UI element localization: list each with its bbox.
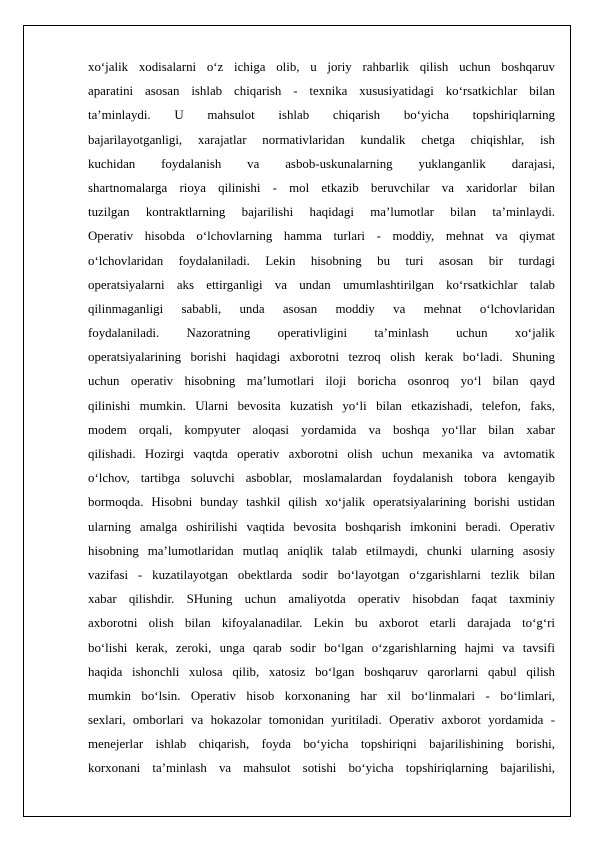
text-line: bo‘lishi kerak, zeroki, unga qarab sodir bo‘lgan o‘zgarishlarning hajmi va tavsifi — [88, 640, 555, 655]
document-body — [88, 55, 555, 781]
text-line: axborotni olish bilan kifoyalanadilar. Lekin bu axborot etarli darajada to‘g‘ri — [88, 616, 555, 631]
text-line: qilinishi mumkin. Ularni bevosita kuzatish yo‘li bilan etkazishadi, telefon, faks, — [88, 398, 555, 413]
text-line: operatsiyalarining borishi haqidagi axborotni tezroq olish kerak bo‘ladi. Shuning — [88, 350, 555, 365]
text-line: qilishadi. Hozirgi vaqtda operativ axborotni olish uchun mexanika va avtomatik — [88, 447, 555, 461]
text-line: o‘lchov, tartibga soluvchi asboblar, moslamalardan foydalanish tobora kengayib — [88, 471, 555, 486]
text-line: vazifasi - kuzatilayotgan obektlarda sodir bo‘layotgan o‘zgarishlarni tezlik bilan — [88, 567, 555, 582]
text-line: korxonani ta’minlash va mahsulot sotishi bo‘yicha topshiriqlarning bajarilishi, — [88, 761, 555, 776]
text-line: hisobning ma’lumotlaridan mutlaq aniqlik talab etilmaydi, chunki ularning asosiy — [88, 543, 555, 558]
text-line: ta’minlaydi. U mahsulot ishlab chiqarish bo‘yicha topshiriqlarning — [88, 108, 555, 123]
text-line: aparatini asosan ishlab chiqarish - texnika xususiyatidagi ko‘rsatkichlar bilan — [88, 84, 555, 99]
text-line: kuchidan foydalanish va asbob-uskunalarning yuklanganlik darajasi, — [88, 156, 555, 171]
text-line: operatsiyalarni aks ettirganligi va undan umumlashtirilgan ko‘rsatkichlar talab — [88, 277, 555, 292]
text-line: uchun operativ hisobning ma’lumotlari iloji boricha osonroq yo‘l bilan qayd — [88, 374, 555, 389]
text-line: tuzilgan kontraktlarning bajarilishi haqidagi ma’lumotlar bilan ta’minlaydi. — [88, 205, 555, 220]
text-line: xo‘jalik xodisalarni o‘z ichiga olib, u joriy rahbarlik qilish uchun boshqaruv — [88, 60, 555, 74]
text-line: o‘lchovlaridan foydalaniladi. Lekin hisobning bu turi asosan bir turdagi — [88, 253, 555, 268]
text-line: mumkin bo‘lsin. Operativ hisob korxonaning har xil bo‘linmalari - bo‘limlari, — [88, 688, 555, 703]
text-line: modem orqali, kompyuter aloqasi yordamida va boshqa yo‘llar bilan xabar — [88, 422, 555, 437]
text-line: bajarilayotganligi, xarajatlar normativlaridan kundalik chetga chiqishlar, ish — [88, 132, 555, 147]
text-line: bormoqda. Hisobni bunday tashkil qilish xo‘jalik operatsiyalarining borishi ustidan — [88, 495, 555, 510]
text-line: qilinmaganligi sababli, unda asosan moddiy va mehnat o‘lchovlaridan — [88, 301, 555, 316]
text-line: sexlari, omborlari va hokazolar tomonidan yuritiladi. Operativ axborot yordamida - — [88, 713, 555, 728]
text-line: Operativ hisobda o‘lchovlarning hamma turlari - moddiy, mehnat va qiymat — [88, 229, 555, 244]
text-line: haqida ishonchli xulosa qilib, xatosiz bo‘lgan boshqaruv qarorlarni qabul qilish — [88, 664, 555, 679]
text-line: foydalaniladi. Nazoratning operativligini ta’minlash uchun xo‘jalik — [88, 326, 555, 341]
text-line: shartnomalarga rioya qilinishi - mol etkazib beruvchilar va xaridorlar bilan — [88, 180, 555, 195]
text-line: ularning amalga oshirilishi vaqtida bevosita boshqarish imkonini beradi. Operativ — [88, 519, 555, 534]
text-line: xabar qilishdir. SHuning uchun amaliyotda operativ hisobdan faqat taxminiy — [88, 592, 555, 607]
text-line: menejerlar ishlab chiqarish, foyda bo‘yicha topshiriqni bajarilishining borishi, — [88, 737, 555, 752]
